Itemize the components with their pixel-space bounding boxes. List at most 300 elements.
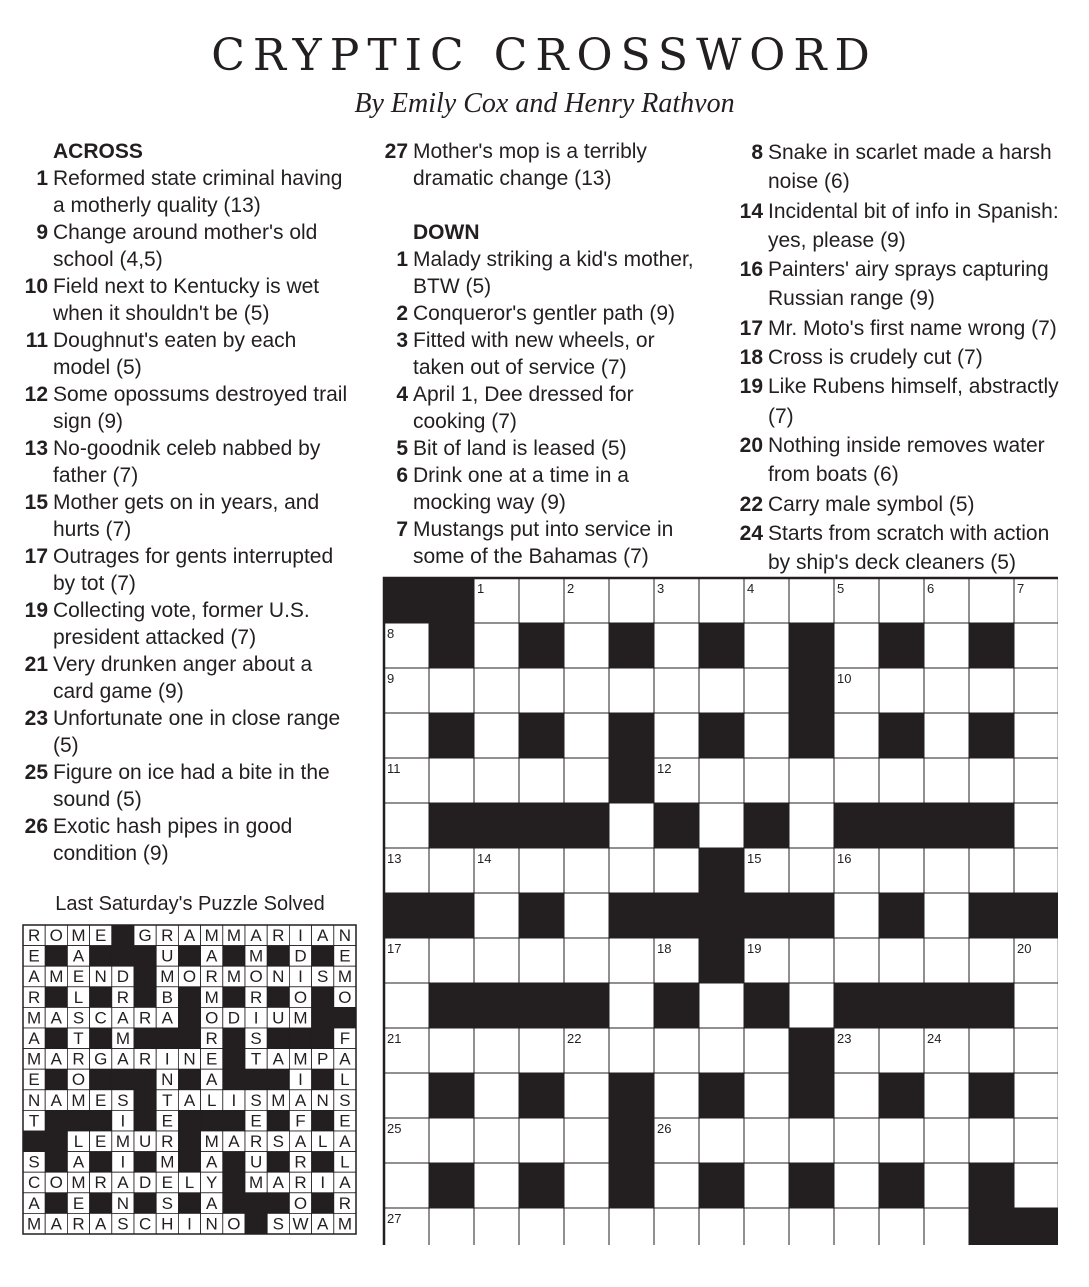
answer-square[interactable] [744, 1028, 789, 1073]
solved-letter: A [206, 1152, 218, 1172]
answer-square[interactable] [969, 1028, 1014, 1073]
answer-square[interactable] [924, 848, 969, 893]
black-square [429, 893, 474, 938]
answer-square[interactable] [564, 668, 609, 713]
black-square [879, 983, 924, 1028]
answer-square[interactable] [1014, 1163, 1058, 1208]
solved-letter: E [95, 926, 107, 945]
answer-square[interactable] [879, 1118, 924, 1163]
clue-text: Mother gets on in years, and hurts (7) [53, 491, 320, 541]
solved-black-square [312, 987, 334, 1008]
clue-text: Snake in scarlet made a harsh noise (6) [768, 141, 1052, 194]
solved-black-square [312, 1110, 334, 1131]
solved-letter: F [295, 1111, 306, 1131]
answer-square[interactable] [609, 983, 654, 1028]
answer-square[interactable] [519, 848, 564, 893]
answer-square[interactable] [834, 1118, 879, 1163]
solved-letter: N [94, 967, 107, 987]
answer-square[interactable] [519, 1208, 564, 1245]
clue-number-text: 4 [396, 383, 408, 406]
clue-number [735, 431, 768, 490]
black-square [1014, 1208, 1058, 1245]
answer-square[interactable] [789, 938, 834, 983]
solved-letter: O [249, 967, 263, 987]
answer-square[interactable] [384, 1163, 429, 1208]
solved-black-square [267, 987, 289, 1008]
solved-letter: N [161, 1070, 174, 1090]
answer-square[interactable] [834, 1163, 879, 1208]
answer-square[interactable] [924, 938, 969, 983]
solved-letter: L [73, 987, 84, 1007]
square-number: 8 [387, 626, 395, 641]
answer-square[interactable] [384, 1073, 429, 1118]
clue-number [20, 543, 53, 597]
clue-number [20, 651, 53, 705]
answer-square[interactable] [384, 713, 429, 758]
solved-letter: I [298, 967, 303, 987]
solved-letter: M [337, 1214, 352, 1234]
solved-letter: A [339, 1049, 351, 1069]
clue-number [735, 314, 768, 343]
solved-black-square [267, 1152, 289, 1173]
answer-square[interactable] [564, 1118, 609, 1163]
solved-letter: I [120, 1111, 126, 1131]
square-number: 16 [837, 851, 852, 866]
answer-square[interactable] [924, 1118, 969, 1163]
solved-letter: M [71, 1173, 86, 1193]
solved-letter: M [27, 1008, 42, 1028]
black-square [609, 1073, 654, 1118]
black-square [699, 1163, 744, 1208]
solved-letter: M [293, 1049, 308, 1069]
black-square [519, 893, 564, 938]
across-clue-13 [20, 435, 350, 489]
solved-letter: S [250, 1090, 262, 1110]
black-square [789, 623, 834, 668]
solved-letter: E [206, 1049, 218, 1069]
solved-letter: M [204, 1132, 219, 1151]
solved-letter: A [50, 1214, 62, 1234]
solved-black-square [134, 1028, 156, 1049]
black-square [969, 893, 1014, 938]
answer-square[interactable] [969, 578, 1014, 623]
black-square [879, 1163, 924, 1208]
answer-square[interactable] [384, 803, 429, 848]
solved-letter: O [49, 926, 63, 945]
answer-square[interactable] [789, 983, 834, 1028]
answer-square[interactable] [1014, 623, 1058, 668]
answer-square[interactable] [924, 668, 969, 713]
black-square [744, 893, 789, 938]
answer-square[interactable] [789, 578, 834, 623]
black-square [429, 1163, 474, 1208]
answer-square[interactable] [564, 623, 609, 668]
answer-square[interactable] [924, 623, 969, 668]
clue-number [380, 327, 413, 381]
solved-black-square [45, 946, 67, 967]
answer-square[interactable] [564, 758, 609, 803]
solved-letter: R [338, 1193, 352, 1213]
answer-square[interactable] [564, 1208, 609, 1245]
answer-square[interactable] [879, 938, 924, 983]
solved-letter: O [293, 987, 308, 1007]
answer-square[interactable] [924, 1073, 969, 1118]
answer-square[interactable] [969, 668, 1014, 713]
solved-letter: O [293, 1193, 308, 1213]
solved-black-square [267, 1110, 289, 1131]
solved-letter: N [205, 1214, 218, 1234]
clue-text: Field next to Kentucky is wet when it shouldn't be (5) [53, 275, 320, 325]
square-number: 13 [387, 851, 402, 866]
answer-square[interactable] [924, 758, 969, 803]
solved-black-square [178, 1131, 200, 1152]
answer-square[interactable] [744, 1208, 789, 1245]
solved-letter: M [115, 1132, 130, 1151]
solved-letter: E [250, 1111, 262, 1131]
answer-square[interactable] [699, 1118, 744, 1163]
black-square [519, 803, 564, 848]
answer-square[interactable] [969, 758, 1014, 803]
answer-square[interactable] [519, 1118, 564, 1163]
answer-square[interactable] [609, 848, 654, 893]
black-square [699, 893, 744, 938]
clue-number [735, 343, 768, 372]
clue-number [380, 138, 413, 192]
answer-square[interactable] [564, 893, 609, 938]
across-clue-23 [20, 705, 350, 759]
answer-square[interactable] [834, 1208, 879, 1245]
answer-square[interactable] [564, 1073, 609, 1118]
answer-square[interactable] [654, 1208, 699, 1245]
square-number: 9 [387, 671, 395, 686]
clue-number-text: 21 [24, 653, 48, 676]
black-square [474, 803, 519, 848]
black-square [834, 983, 879, 1028]
solved-letter: R [161, 926, 174, 945]
across-clue-25 [20, 759, 350, 813]
answer-square[interactable] [609, 668, 654, 713]
answer-square[interactable] [924, 1208, 969, 1245]
answer-square[interactable] [474, 938, 519, 983]
solved-black-square [90, 1110, 112, 1131]
black-square [789, 1163, 834, 1208]
solved-letter: O [205, 1008, 219, 1028]
solved-letter: E [72, 1193, 85, 1213]
clue-number [20, 705, 53, 759]
clue-number-text: 9 [36, 221, 48, 244]
answer-square[interactable] [609, 1028, 654, 1073]
answer-square[interactable] [924, 1163, 969, 1208]
solved-letter: A [317, 926, 329, 945]
answer-square[interactable] [789, 803, 834, 848]
across-clue-1 [20, 165, 350, 219]
answer-square[interactable] [429, 668, 474, 713]
solved-letter: M [226, 967, 241, 987]
answer-square[interactable] [474, 1208, 519, 1245]
solved-black-square [134, 1110, 156, 1131]
clue-column-1 [20, 138, 350, 867]
answer-square[interactable] [879, 1208, 924, 1245]
solved-black-square [312, 1007, 334, 1028]
down-clue-22 [735, 490, 1070, 519]
clue-number [20, 273, 53, 327]
solved-black-square [223, 1193, 245, 1214]
answer-square[interactable] [609, 1208, 654, 1245]
solved-black-square [134, 1193, 156, 1214]
clue-text: Figure on ice had a bite in the sound (5) [53, 761, 330, 811]
answer-square[interactable] [564, 938, 609, 983]
solved-letter: E [95, 1090, 107, 1110]
solved-letter: G [138, 926, 152, 945]
square-number: 27 [387, 1211, 402, 1226]
solved-black-square [45, 1131, 67, 1152]
answer-square[interactable] [744, 713, 789, 758]
answer-square[interactable] [834, 713, 879, 758]
answer-square[interactable] [609, 578, 654, 623]
answer-square[interactable] [474, 758, 519, 803]
answer-square[interactable] [654, 713, 699, 758]
answer-square[interactable] [609, 938, 654, 983]
answer-square[interactable] [879, 668, 924, 713]
black-square [924, 983, 969, 1028]
solved-black-square [134, 946, 156, 967]
answer-square[interactable] [1014, 668, 1058, 713]
clue-number [20, 759, 53, 813]
answer-square[interactable] [1014, 983, 1058, 1028]
clue-text: Mustangs put into service in some of the Bahamas (7) [413, 518, 674, 568]
solved-letter: D [138, 1173, 152, 1193]
answer-square[interactable] [1014, 803, 1058, 848]
answer-square[interactable] [519, 1028, 564, 1073]
solved-letter: A [206, 1193, 218, 1213]
answer-square[interactable] [474, 1118, 519, 1163]
answer-square[interactable] [474, 1028, 519, 1073]
clue-number [380, 381, 413, 435]
square-number: 12 [657, 761, 672, 776]
answer-square[interactable] [474, 1073, 519, 1118]
answer-square[interactable] [744, 1118, 789, 1163]
solved-letter: O [227, 1214, 241, 1234]
answer-square[interactable] [699, 1208, 744, 1245]
answer-square[interactable] [879, 578, 924, 623]
solved-black-square [312, 1028, 334, 1049]
answer-square[interactable] [519, 578, 564, 623]
solved-black-square [45, 1110, 67, 1131]
answer-square[interactable] [789, 1118, 834, 1163]
answer-square[interactable] [474, 893, 519, 938]
down-clue-1 [380, 246, 710, 300]
solved-letter: R [205, 1029, 218, 1048]
answer-square[interactable] [654, 1028, 699, 1073]
solved-black-square [178, 946, 200, 967]
clue-number [20, 219, 53, 273]
answer-square[interactable] [384, 983, 429, 1028]
solved-black-square [112, 925, 134, 946]
answer-square[interactable] [1014, 713, 1058, 758]
solved-letter: A [183, 926, 196, 945]
clue-text: Collecting vote, former U.S. president attacked (7) [53, 599, 310, 649]
answer-square[interactable] [474, 623, 519, 668]
answer-square[interactable] [474, 713, 519, 758]
answer-square[interactable] [879, 758, 924, 803]
clue-number [735, 197, 768, 256]
solved-letter: S [317, 967, 329, 987]
answer-square[interactable] [699, 668, 744, 713]
solved-letter: R [161, 1132, 174, 1151]
solved-letter: R [116, 987, 130, 1007]
clue-text: Some opossums destroyed trail sign (9) [53, 383, 348, 433]
solved-black-square [178, 1152, 200, 1173]
solved-letter: I [120, 1152, 126, 1172]
solved-letter: E [339, 946, 351, 966]
answer-square[interactable] [744, 668, 789, 713]
solved-letter: D [227, 1008, 241, 1028]
answer-square[interactable] [429, 1028, 474, 1073]
solved-puzzle-title: Last Saturday's Puzzle Solved [55, 893, 325, 915]
answer-square[interactable] [609, 803, 654, 848]
answer-square[interactable] [654, 1163, 699, 1208]
answer-square[interactable] [879, 1028, 924, 1073]
square-number: 18 [657, 941, 672, 956]
black-square [609, 758, 654, 803]
solved-letter: R [138, 1008, 152, 1028]
answer-square[interactable] [564, 713, 609, 758]
answer-square[interactable] [1014, 848, 1058, 893]
answer-square[interactable] [699, 983, 744, 1028]
spacer [380, 192, 710, 219]
answer-square[interactable] [744, 758, 789, 803]
answer-square[interactable] [429, 938, 474, 983]
clue-number-text: 16 [739, 258, 763, 282]
answer-square[interactable] [699, 578, 744, 623]
answer-square[interactable] [744, 1163, 789, 1208]
answer-square[interactable] [924, 893, 969, 938]
solved-black-square [223, 1152, 245, 1173]
clue-number-text: 6 [396, 464, 408, 487]
square-number: 11 [387, 761, 401, 776]
answer-square[interactable] [834, 938, 879, 983]
answer-square[interactable] [969, 938, 1014, 983]
clue-number-text: 23 [24, 707, 48, 730]
answer-square[interactable] [744, 623, 789, 668]
answer-square[interactable] [654, 1073, 699, 1118]
answer-square[interactable] [834, 893, 879, 938]
solved-letter: U [161, 946, 174, 966]
answer-square[interactable] [789, 848, 834, 893]
puzzle-title: CRYPTIC CROSSWORD [211, 30, 878, 81]
answer-square[interactable] [654, 623, 699, 668]
answer-square[interactable] [969, 848, 1014, 893]
answer-square[interactable] [654, 848, 699, 893]
answer-square[interactable] [789, 758, 834, 803]
solved-letter: Y [206, 1173, 218, 1193]
answer-square[interactable] [474, 668, 519, 713]
clue-number-text: 7 [396, 518, 408, 541]
solved-letter: N [316, 1090, 329, 1110]
solved-letter: E [161, 1173, 173, 1193]
square-number: 2 [567, 581, 575, 596]
solved-black-square [45, 1193, 67, 1214]
answer-square[interactable] [699, 1028, 744, 1073]
clue-number-text: 20 [739, 433, 763, 457]
answer-square[interactable] [1014, 1118, 1058, 1163]
answer-square[interactable] [429, 848, 474, 893]
answer-square[interactable] [429, 1208, 474, 1245]
solved-letter: A [339, 1132, 351, 1151]
answer-square[interactable] [564, 1163, 609, 1208]
answer-square[interactable] [519, 758, 564, 803]
down-clue-8 [735, 138, 1070, 197]
answer-square[interactable] [519, 938, 564, 983]
down-clue-17 [735, 314, 1070, 343]
answer-square[interactable] [654, 668, 699, 713]
solved-black-square [245, 1069, 267, 1090]
solved-black-square [90, 1028, 112, 1049]
clue-number [20, 813, 53, 867]
answer-square[interactable] [924, 713, 969, 758]
answer-square[interactable] [429, 1118, 474, 1163]
answer-square[interactable] [834, 758, 879, 803]
clue-number-text: 2 [396, 302, 408, 325]
solved-letter: C [27, 1173, 41, 1193]
clue-number [735, 519, 768, 578]
clue-text: Doughnut's eaten by each model (5) [53, 329, 297, 379]
answer-square[interactable] [744, 1073, 789, 1118]
answer-square[interactable] [474, 1163, 519, 1208]
clue-number [20, 327, 53, 381]
answer-square[interactable] [834, 1073, 879, 1118]
solved-black-square [223, 987, 245, 1008]
answer-square[interactable] [789, 1208, 834, 1245]
solved-letter: A [117, 1173, 129, 1193]
solved-letter: A [28, 1193, 40, 1213]
answer-square[interactable] [564, 848, 609, 893]
clue-number [380, 435, 413, 462]
answer-square[interactable] [1014, 1073, 1058, 1118]
answer-square[interactable] [519, 668, 564, 713]
answer-square[interactable] [429, 758, 474, 803]
solved-black-square [267, 1028, 289, 1049]
solved-black-square [67, 1110, 89, 1131]
solved-black-square [134, 1152, 156, 1173]
clue-text: Malady striking a kid's mother, BTW (5) [413, 248, 694, 298]
clue-number-text: 14 [739, 199, 763, 223]
square-number: 10 [837, 671, 852, 686]
answer-square[interactable] [699, 758, 744, 803]
black-square [609, 1163, 654, 1208]
solved-letter: S [272, 1132, 284, 1151]
solved-letter: M [204, 987, 219, 1007]
clue-text: Reformed state criminal having a motherly quality (13) [53, 167, 343, 217]
solved-letter: R [138, 1049, 152, 1069]
square-number: 7 [1017, 581, 1025, 596]
black-square [654, 803, 699, 848]
answer-square[interactable] [834, 623, 879, 668]
solved-letter: N [272, 967, 285, 987]
clue-text: Nothing inside removes water from boats (6) [768, 433, 1045, 487]
black-square [429, 578, 474, 623]
solved-letter: S [339, 1090, 351, 1110]
answer-square[interactable] [969, 1118, 1014, 1163]
answer-square[interactable] [699, 803, 744, 848]
black-square [789, 713, 834, 758]
answer-square[interactable] [1014, 1028, 1058, 1073]
solved-letter: C [138, 1214, 152, 1234]
answer-square[interactable] [1014, 758, 1058, 803]
solved-black-square [178, 1193, 200, 1214]
answer-square[interactable] [879, 848, 924, 893]
solved-letter: I [320, 1173, 326, 1193]
